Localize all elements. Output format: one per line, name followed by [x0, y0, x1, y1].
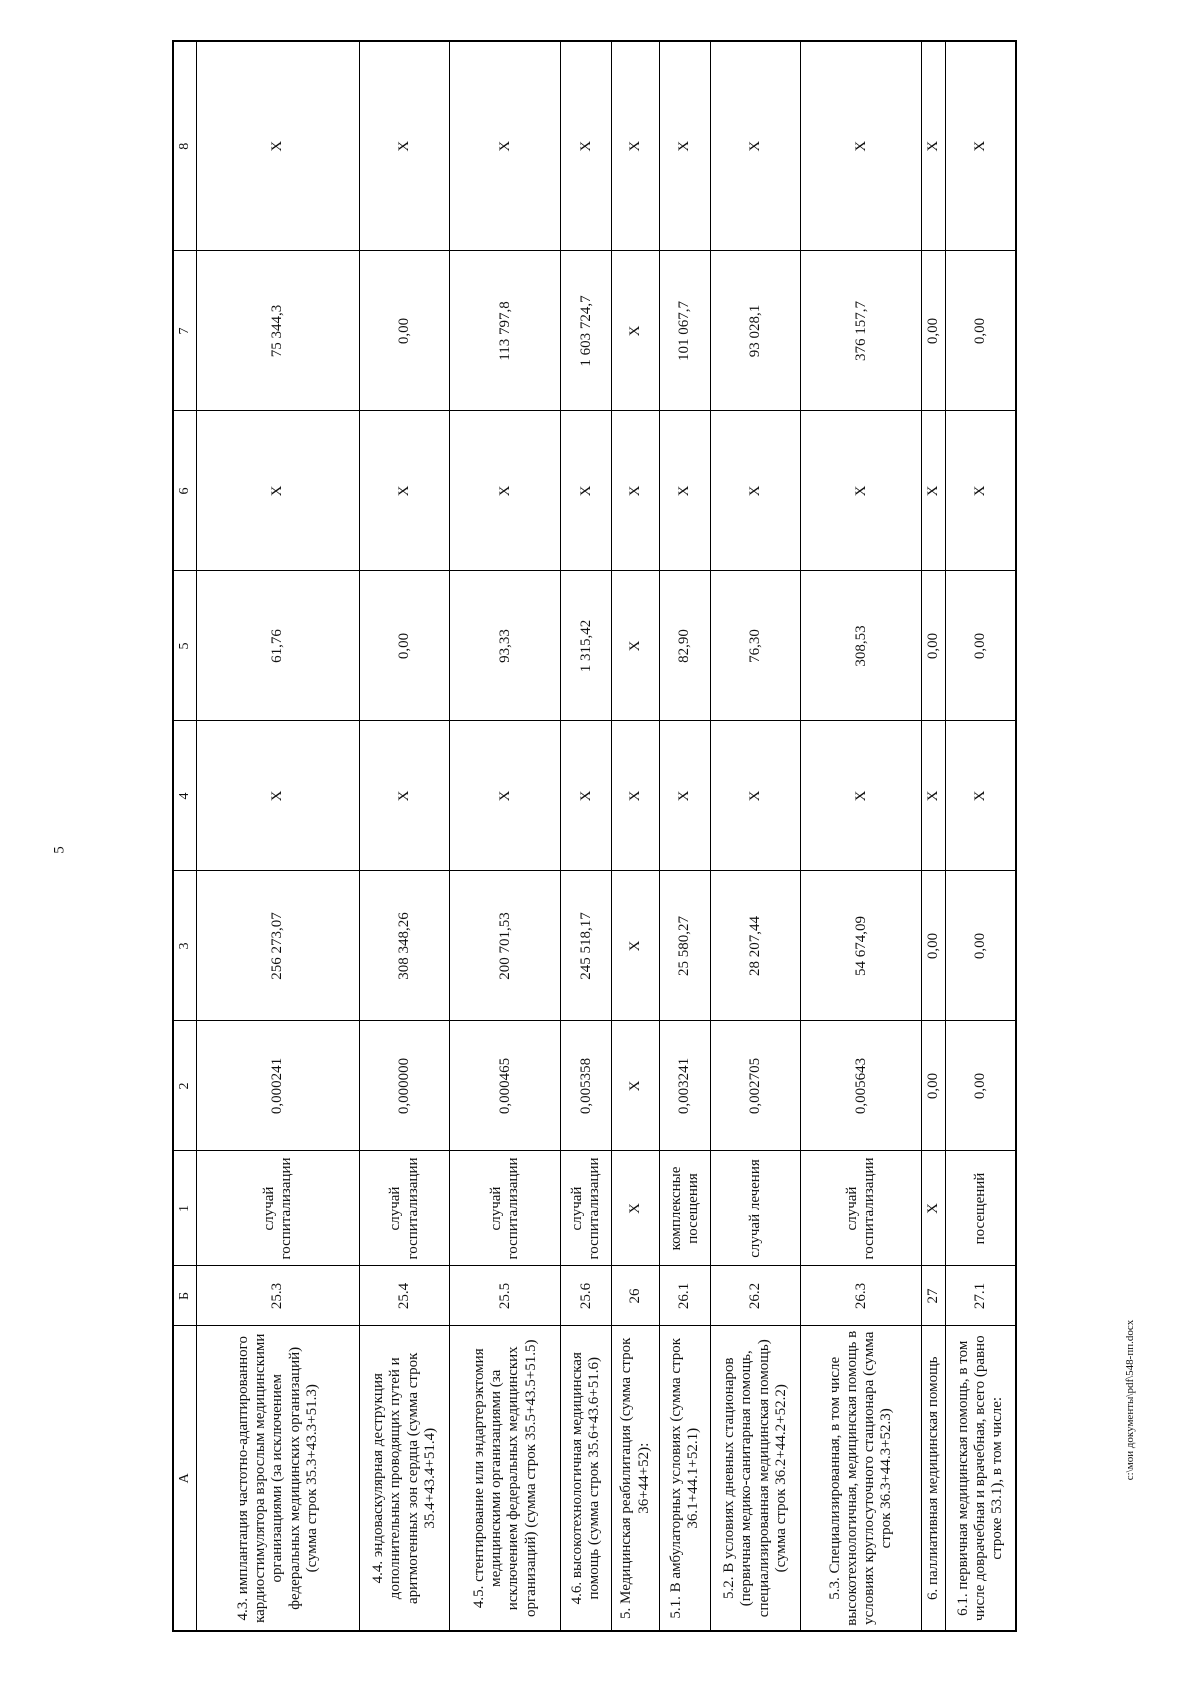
table-cell: Х: [197, 721, 360, 871]
table-cell: 0,000465: [450, 1021, 561, 1151]
table-cell: Х: [710, 721, 800, 871]
table-cell: Х: [660, 721, 711, 871]
table-cell: Х: [946, 411, 1016, 571]
table-cell: 26.3: [801, 1266, 922, 1326]
table-cell: Х: [660, 41, 711, 251]
table-cell: 0,000000: [359, 1021, 449, 1151]
table-cell: 0,00: [946, 571, 1016, 721]
table-cell: 27: [922, 1266, 946, 1326]
column-header: 2: [173, 1021, 197, 1151]
table-cell: 61,76: [197, 571, 360, 721]
table-cell: Х: [710, 41, 800, 251]
table-cell: Х: [660, 411, 711, 571]
table-cell: 25.5: [450, 1266, 561, 1326]
table-cell: Х: [710, 411, 800, 571]
table-cell: случай госпитализации: [450, 1151, 561, 1266]
row-description: 5.3. Специализированная, в том числе высокотехнологичная, медицинская помощь в условиях круглосуточного стационара (сумма строк 36.3+44.3+52.3): [801, 1326, 922, 1631]
table-cell: Х: [801, 411, 922, 571]
table-cell: случай лечения: [710, 1151, 800, 1266]
table-cell: Х: [801, 41, 922, 251]
row-description: 5.1. В амбулаторных условиях (сумма строк 36.1+44.1+52.1): [660, 1326, 711, 1631]
table-cell: Х: [946, 41, 1016, 251]
table-cell: 113 797,8: [450, 251, 561, 411]
table-cell: 0,00: [922, 251, 946, 411]
table-body: [197, 41, 1017, 1631]
table-cell: 26.2: [710, 1266, 800, 1326]
table-cell: Х: [612, 1151, 660, 1266]
table-cell: Х: [450, 41, 561, 251]
table-cell: 0,005358: [561, 1021, 612, 1151]
table-cell: 0,00: [922, 871, 946, 1021]
table-cell: Х: [612, 721, 660, 871]
table-row: [450, 41, 561, 1631]
table-cell: Х: [450, 411, 561, 571]
row-description: 5.2. В условиях дневных стационаров (первичная медико-санитарная помощь, специализированная медицинская помощь) (сумма строк 36.2+44.2+52.2): [710, 1326, 800, 1631]
table-cell: случай госпитализации: [359, 1151, 449, 1266]
table-cell: 308,53: [801, 571, 922, 721]
table-cell: 245 518,17: [561, 871, 612, 1021]
table-cell: 0,003241: [660, 1021, 711, 1151]
table-cell: 376 157,7: [801, 251, 922, 411]
table-cell: случай госпитализации: [801, 1151, 922, 1266]
table-cell: Х: [359, 411, 449, 571]
table-cell: Х: [801, 721, 922, 871]
table-cell: Х: [612, 41, 660, 251]
table-cell: Х: [561, 41, 612, 251]
row-description: 6.1. первичная медицинская помощь, в том числе доврачебная и врачебная, всего (равно строке 53.1), в том числе:: [946, 1326, 1016, 1631]
column-header: 1: [173, 1151, 197, 1266]
column-header: 6: [173, 411, 197, 571]
table-cell: 0,00: [359, 571, 449, 721]
table-cell: Х: [946, 721, 1016, 871]
table-cell: 0,00: [922, 1021, 946, 1151]
column-header: 7: [173, 251, 197, 411]
table-cell: 308 348,26: [359, 871, 449, 1021]
table-cell: 26.1: [660, 1266, 711, 1326]
table-row: [710, 41, 800, 1631]
table-cell: 26: [612, 1266, 660, 1326]
row-description: 5. Медицинская реабилитация (сумма строк 36+44+52):: [612, 1326, 660, 1631]
column-header: А: [173, 1326, 197, 1631]
table-cell: 0,005643: [801, 1021, 922, 1151]
table-cell: 93,33: [450, 571, 561, 721]
table-cell: 27.1: [946, 1266, 1016, 1326]
table-cell: Х: [612, 1021, 660, 1151]
table-cell: 54 674,09: [801, 871, 922, 1021]
table-cell: 200 701,53: [450, 871, 561, 1021]
table-cell: комплексные посещения: [660, 1151, 711, 1266]
table-cell: 93 028,1: [710, 251, 800, 411]
table-row: [801, 41, 922, 1631]
table-cell: Х: [612, 571, 660, 721]
column-header: 8: [173, 41, 197, 251]
page-number: 5: [51, 846, 68, 854]
table-cell: 256 273,07: [197, 871, 360, 1021]
table-cell: 0,002705: [710, 1021, 800, 1151]
table-cell: Х: [197, 411, 360, 571]
table-row: [359, 41, 449, 1631]
table-cell: Х: [359, 721, 449, 871]
header-row: [173, 41, 197, 1631]
table-cell: 1 315,42: [561, 571, 612, 721]
row-description: 4.5. стентирование или эндартерэктомия медицинскими организациями (за исключением федеральных медицинских организаций) (сумма строк 35.5+43.5+51.5): [450, 1326, 561, 1631]
column-header: 4: [173, 721, 197, 871]
table-cell: 25.6: [561, 1266, 612, 1326]
table-cell: случай госпитализации: [561, 1151, 612, 1266]
table-cell: Х: [922, 41, 946, 251]
row-description: 4.4. эндоваскулярная деструкция дополнительных проводящих путей и аритмогенных зон сердца (сумма строк 35.4+43.4+51.4): [359, 1326, 449, 1631]
row-description: 6. паллиативная медицинская помощь: [922, 1326, 946, 1631]
table-cell: 0,00: [946, 251, 1016, 411]
table-cell: 28 207,44: [710, 871, 800, 1021]
table-cell: Х: [612, 411, 660, 571]
row-description: 4.6. высокотехнологичная медицинская помощь (сумма строк 35.6+43.6+51.6): [561, 1326, 612, 1631]
table-cell: случай госпитализации: [197, 1151, 360, 1266]
table-cell: 25 580,27: [660, 871, 711, 1021]
table-row: [946, 41, 1016, 1631]
table-cell: 75 344,3: [197, 251, 360, 411]
table-cell: Х: [922, 721, 946, 871]
table-cell: 82,90: [660, 571, 711, 721]
row-description: 4.3. имплантация частотно-адаптированного кардиостимулятора взрослым медицинскими организациями (за исключением федеральных медицинских организаций) (сумма строк 35.3+43.3+51.3): [197, 1326, 360, 1631]
table-cell: Х: [561, 721, 612, 871]
table-cell: Х: [561, 411, 612, 571]
table-cell: Х: [612, 251, 660, 411]
data-table: [172, 40, 1017, 1632]
table-cell: 0,00: [359, 251, 449, 411]
table-cell: Х: [197, 41, 360, 251]
table-cell: 25.4: [359, 1266, 449, 1326]
table-cell: 101 067,7: [660, 251, 711, 411]
rotated-table-container: [172, 42, 1017, 1632]
table-cell: 76,30: [710, 571, 800, 721]
table-cell: 25.3: [197, 1266, 360, 1326]
table-cell: Х: [612, 871, 660, 1021]
table-cell: 0,00: [946, 1021, 1016, 1151]
table-cell: 1 603 724,7: [561, 251, 612, 411]
table-cell: Х: [922, 411, 946, 571]
column-header: Б: [173, 1266, 197, 1326]
table-cell: посещений: [946, 1151, 1016, 1266]
table-cell: 0,000241: [197, 1021, 360, 1151]
table-row: [660, 41, 711, 1631]
column-header: 3: [173, 871, 197, 1021]
column-header: 5: [173, 571, 197, 721]
table-cell: 0,00: [922, 571, 946, 721]
footer-file-path: c:\мои документы\pdf\548-пп.docx: [1124, 1319, 1136, 1481]
table-row: [561, 41, 612, 1631]
table-cell: Х: [359, 41, 449, 251]
table-cell: 0,00: [946, 871, 1016, 1021]
table-cell: Х: [922, 1151, 946, 1266]
table-cell: Х: [450, 721, 561, 871]
table-row: [922, 41, 946, 1631]
table-row: [612, 41, 660, 1631]
table-row: [197, 41, 360, 1631]
